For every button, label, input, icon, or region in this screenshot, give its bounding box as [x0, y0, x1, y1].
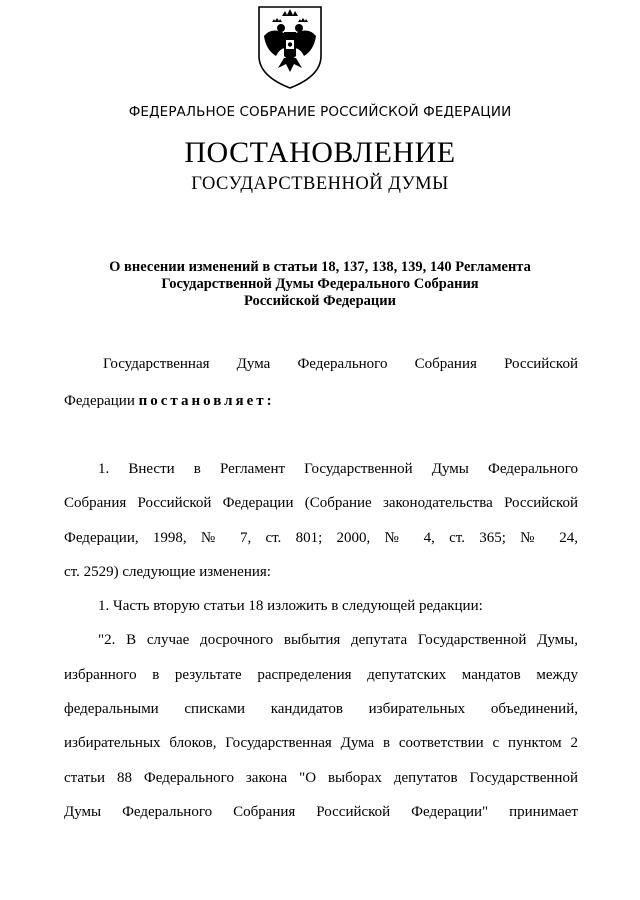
heading-line: Российской Федерации: [243, 293, 396, 309]
body-line: Федерации, 1998, № 7, ст. 801; 2000, № 4, ст. 365; № 24,: [64, 530, 578, 546]
body-line: избранного в результате распределения депутатских мандатов между: [64, 667, 578, 683]
intro-text: Федерации: [64, 393, 139, 409]
body-line: Собрания Российской Федерации (Собрание законодательства Российской: [64, 495, 578, 511]
document-type: ПОСТАНОВЛЕНИЕ: [184, 136, 456, 169]
body-line: избирательных блоков, Государственная Дума в соответствии с пунктом 2: [64, 735, 578, 751]
resolves-word: постановляет:: [138, 393, 275, 409]
document-issuer: ГОСУДАРСТВЕННОЙ ДУМЫ: [191, 174, 449, 194]
body-line: статьи 88 Федерального закона "О выборах депутатов Государственной: [64, 770, 578, 786]
russian-coat-of-arms-icon: [256, 4, 324, 90]
assembly-name: ФЕДЕРАЛЬНОЕ СОБРАНИЕ РОССИЙСКОЙ ФЕДЕРАЦИИ: [128, 104, 512, 120]
body-line: федеральными списками кандидатов избирательных объединений,: [64, 701, 578, 717]
heading-line: Государственной Думы Федерального Собрания: [161, 276, 479, 292]
body-line: Думы Федерального Собрания Российской Федерации" принимает: [64, 804, 578, 820]
body-line: "2. В случае досрочного выбытия депутата Государственной Думы,: [98, 632, 578, 648]
body-line: ст. 2529) следующие изменения:: [64, 564, 271, 580]
body-line: 1. Часть вторую статьи 18 изложить в следующей редакции:: [98, 598, 483, 614]
intro-line: Государственная Дума Федерального Собрания Российской: [103, 356, 578, 372]
document-heading: [60, 259, 580, 310]
intro-line: [64, 390, 578, 412]
heading-line: О внесении изменений в статьи 18, 137, 138, 139, 140 Регламента: [109, 259, 531, 275]
body-line: 1. Внести в Регламент Государственной Думы Федерального: [98, 461, 578, 477]
